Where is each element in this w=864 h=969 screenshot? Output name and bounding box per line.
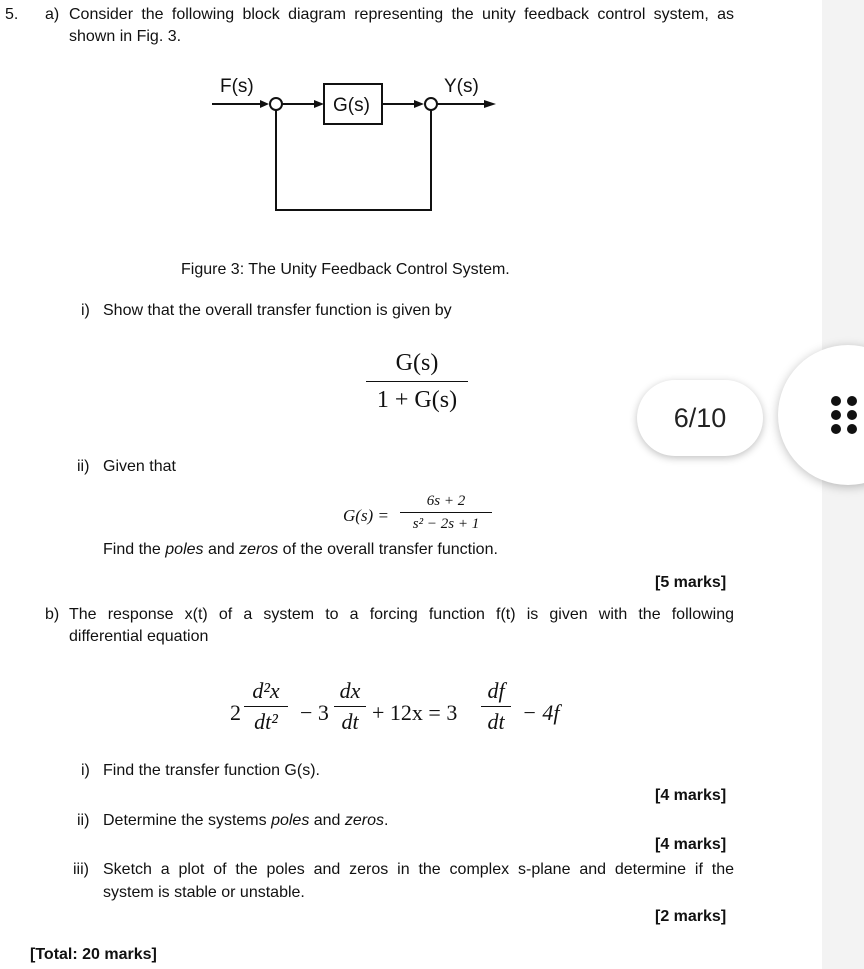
tf-denominator: 1 + G(s)	[376, 387, 458, 414]
summing-junction	[270, 98, 282, 110]
g-denominator: s² − 2s + 1	[412, 516, 480, 533]
figure-caption: Figure 3: The Unity Feedback Control System.	[181, 261, 510, 278]
part-a-intro-line1: Consider the following block diagram representing the unity feedback control system, as	[69, 6, 734, 23]
part-a-label: a)	[45, 6, 60, 23]
part-b-line2: differential equation	[69, 628, 209, 645]
part-a-intro-line2: shown in Fig. 3.	[69, 28, 182, 45]
g-definition	[400, 492, 492, 533]
takeoff-point	[425, 98, 437, 110]
total-marks: [Total: 20 marks]	[30, 946, 157, 963]
part-b-ii-text: Determine the systems poles and zeros.	[103, 812, 389, 829]
part-b-ii-marks: [4 marks]	[655, 836, 727, 853]
part-b-ii-label: ii)	[77, 812, 90, 829]
part-b-label: b)	[45, 606, 60, 623]
part-a-i-text: Show that the overall transfer function is given by	[103, 302, 452, 319]
part-b-iii-line1: Sketch a plot of the poles and zeros in the complex s-plane and determine if the	[103, 861, 734, 878]
block-label: G(s)	[333, 95, 370, 116]
part-a-i-label: i)	[81, 302, 90, 319]
page-indicator[interactable]: 6/10	[637, 380, 763, 456]
part-a-ii-text: Given that	[103, 458, 176, 475]
find-poles-zeros: Find the poles and zeros of the overall transfer function.	[103, 541, 498, 558]
part-b-line1: The response x(t) of a system to a forcing function f(t) is given with the following	[69, 606, 734, 623]
part-b-iii-label: iii)	[73, 861, 89, 878]
part-b-i-text: Find the transfer function G(s).	[103, 762, 320, 779]
overall-transfer-function	[366, 348, 468, 415]
part-b-i-marks: [4 marks]	[655, 787, 727, 804]
part-b-iii-line2: system is stable or unstable.	[103, 884, 305, 901]
part-b-iii-marks: [2 marks]	[655, 908, 727, 925]
part-b-i-label: i)	[81, 762, 90, 779]
output-label: Y(s)	[444, 76, 479, 97]
part-a-marks: [5 marks]	[655, 574, 727, 591]
differential-equation: 2 d²x dt² − 3 dx dt + 12x = 3 df dt − 4f	[230, 678, 560, 735]
g-numerator: 6s + 2	[426, 493, 466, 509]
block-diagram	[200, 70, 510, 220]
part-a-ii-label: ii)	[77, 458, 90, 475]
question-number: 5.	[5, 6, 19, 23]
tf-numerator: G(s)	[395, 350, 439, 376]
g-lhs: G(s) =	[343, 506, 389, 525]
more-dots-icon[interactable]	[831, 396, 861, 440]
input-label: F(s)	[220, 76, 254, 97]
